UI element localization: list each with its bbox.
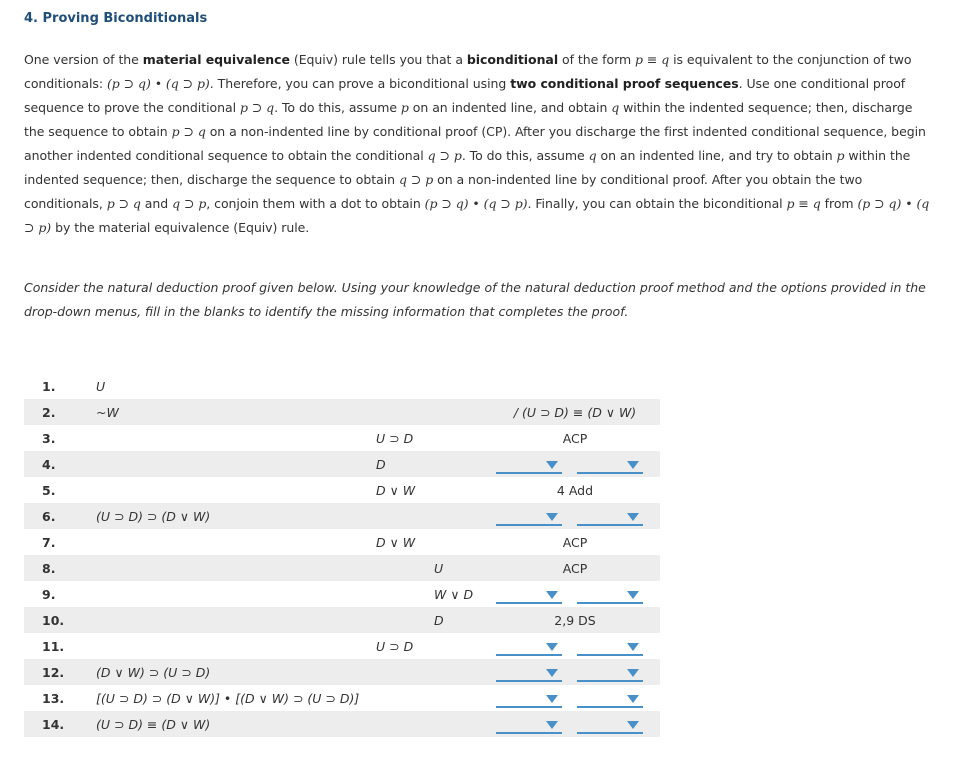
line-number: 10. (42, 613, 65, 628)
line-number: 4. (42, 457, 56, 472)
proof-table (24, 373, 660, 737)
line-number: 14. (42, 717, 65, 732)
proof-row (24, 633, 660, 659)
chevron-down-icon (627, 461, 639, 469)
line-ref-dropdown[interactable] (496, 639, 562, 656)
proof-row (24, 373, 660, 399)
proof-statement: U (434, 561, 444, 576)
line-number: 12. (42, 665, 65, 680)
chevron-down-icon (627, 695, 639, 703)
proof-statement: D ∨ W (376, 483, 416, 498)
justification: ACP (562, 535, 588, 550)
justification: 4 Add (556, 483, 594, 498)
line-number: 5. (42, 483, 56, 498)
line-number: 6. (42, 509, 56, 524)
chevron-down-icon (546, 591, 558, 599)
justification: ACP (562, 561, 588, 576)
line-ref-dropdown[interactable] (496, 717, 562, 734)
proof-statement: D (434, 613, 444, 628)
proof-row (24, 711, 660, 737)
proof-row (24, 477, 660, 503)
proof-statement: [(U ⊃ D) ⊃ (D ∨ W)] • [(D ∨ W) ⊃ (U ⊃ D)] (96, 691, 360, 706)
line-number: 1. (42, 379, 56, 394)
proof-statement: D (376, 457, 386, 472)
proof-statement: (D ∨ W) ⊃ (U ⊃ D) (96, 665, 211, 680)
rule-dropdown[interactable] (577, 509, 643, 526)
chevron-down-icon (546, 721, 558, 729)
chevron-down-icon (627, 721, 639, 729)
conclusion-target: / (U ⊃ D) ≡ (D ∨ W) (513, 405, 637, 420)
proof-row (24, 659, 660, 685)
proof-statement: (U ⊃ D) ⊃ (D ∨ W) (96, 509, 211, 524)
proof-row (24, 685, 660, 711)
proof-statement: U (96, 379, 106, 394)
chevron-down-icon (627, 669, 639, 677)
line-number: 9. (42, 587, 56, 602)
proof-row (24, 399, 660, 425)
justification: 2,9 DS (554, 613, 596, 628)
proof-row (24, 451, 660, 477)
line-number: 7. (42, 535, 56, 550)
line-number: 13. (42, 691, 65, 706)
proof-statement: U ⊃ D (376, 639, 414, 654)
proof-statement: W ∨ D (434, 587, 474, 602)
line-ref-dropdown[interactable] (496, 665, 562, 682)
chevron-down-icon (546, 643, 558, 651)
instruction-text: Consider the natural deduction proof given below. Using your knowledge of the natural deduction proof method and the options provided in the drop-down menus, fill in the blanks to identify the missing information that completes the proof. (24, 280, 926, 319)
proof-row (24, 581, 660, 607)
rule-dropdown[interactable] (577, 717, 643, 734)
chevron-down-icon (627, 643, 639, 651)
chevron-down-icon (546, 513, 558, 521)
rule-dropdown[interactable] (577, 691, 643, 708)
proof-row (24, 503, 660, 529)
chevron-down-icon (546, 461, 558, 469)
proof-row (24, 555, 660, 581)
chevron-down-icon (546, 669, 558, 677)
line-number: 3. (42, 431, 56, 446)
rule-dropdown[interactable] (577, 587, 643, 604)
chevron-down-icon (546, 695, 558, 703)
justification: ACP (562, 431, 588, 446)
proof-statement: U ⊃ D (376, 431, 414, 446)
proof-row (24, 425, 660, 451)
proof-statement: D ∨ W (376, 535, 416, 550)
rule-dropdown[interactable] (577, 457, 643, 474)
proof-statement: (U ⊃ D) ≡ (D ∨ W) (96, 717, 211, 732)
section-heading: 4. Proving Biconditionals (24, 11, 208, 26)
line-number: 2. (42, 405, 56, 420)
rule-dropdown[interactable] (577, 665, 643, 682)
line-number: 8. (42, 561, 56, 576)
chevron-down-icon (627, 513, 639, 521)
line-ref-dropdown[interactable] (496, 457, 562, 474)
intro-paragraph: One version of the material equivalence (Equiv) rule tells you that a biconditional of the form p ≡ q is equivalent to the conjunction of two conditionals: (p ⊃ q) • (q ⊃ p). Therefore, you can prove a biconditional using two conditional proof sequences. Use one conditional proof sequence to prove the conditional p ⊃ q. To do this, assume p on an indented line, and obtain q within the indented sequence; then, discharge the sequence to obtain p ⊃ q on a non-indented line by conditional proof (CP). After you discharge the first indented conditional sequence, begin another indented conditional sequence to obtain the conditional q ⊃ p. To do this, assume q on an indented line, and try to obtain p within the indented sequence; then, discharge the sequence to obtain q ⊃ p on a non-indented line by conditional proof. After you obtain the two conditionals, p ⊃ q and q ⊃ p, conjoin them with a dot to obtain (p ⊃ q) • (q ⊃ p). Finally, you can obtain the biconditional p ≡ q from (p ⊃ q) • (q ⊃ p) by the material equivalence (Equiv) rule. (24, 52, 930, 235)
line-ref-dropdown[interactable] (496, 691, 562, 708)
chevron-down-icon (627, 591, 639, 599)
rule-dropdown[interactable] (577, 639, 643, 656)
line-number: 11. (42, 639, 65, 654)
line-ref-dropdown[interactable] (496, 509, 562, 526)
proof-statement: ~W (96, 405, 119, 420)
proof-row (24, 607, 660, 633)
line-ref-dropdown[interactable] (496, 587, 562, 604)
proof-row (24, 529, 660, 555)
